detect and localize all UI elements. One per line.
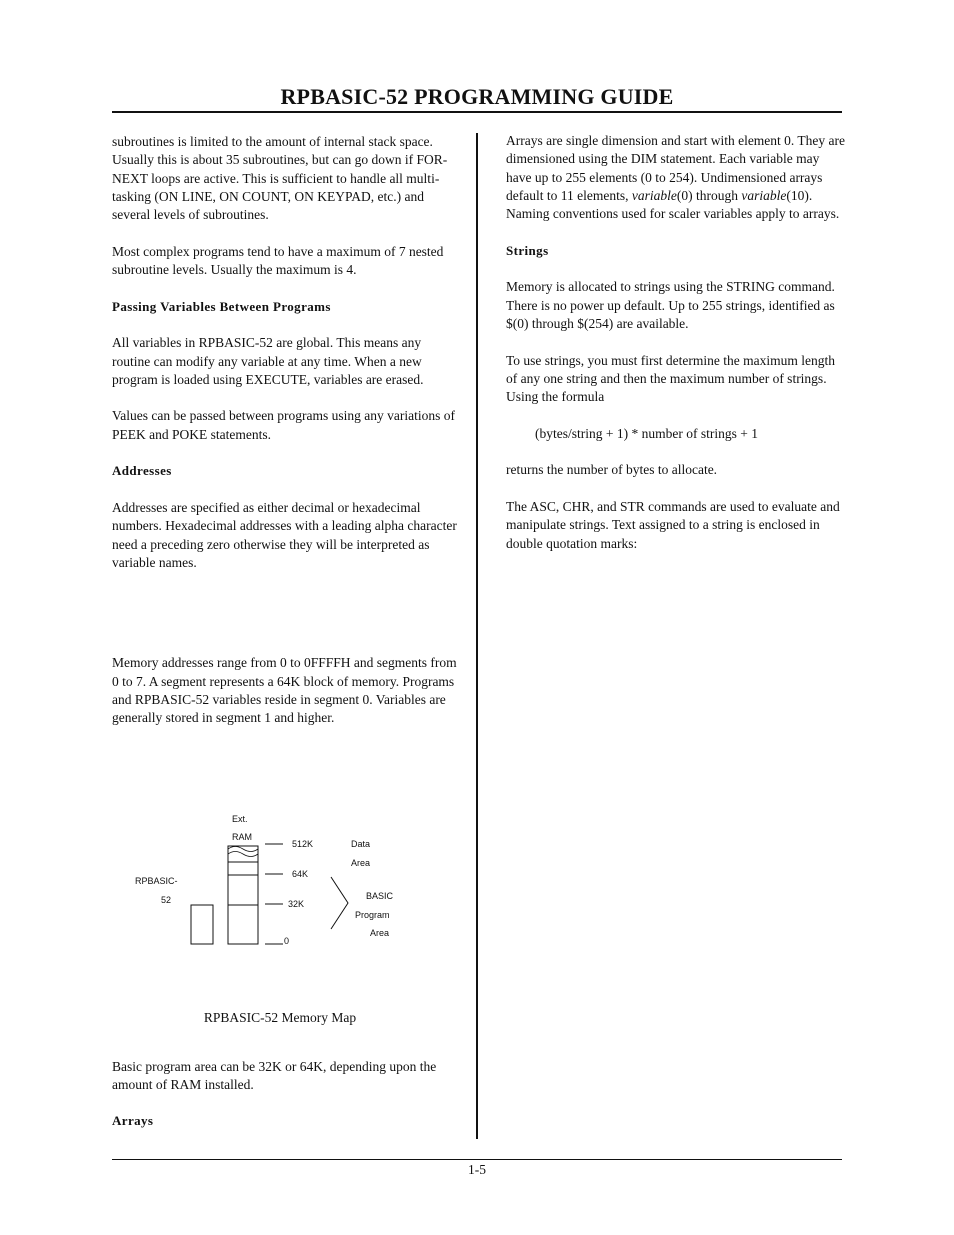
data-area-label: Data (351, 839, 371, 849)
program-label: Program (355, 910, 390, 920)
rpbasic-label: RPBASIC- (135, 876, 178, 886)
area-label: Area (370, 928, 390, 938)
paragraph-program-area: Basic program area can be 32K or 64K, depending upon the amount of RAM installed. (112, 1058, 437, 1092)
arrays-variable-1: variable (631, 187, 677, 203)
column-divider (476, 133, 478, 1139)
heading-arrays: Arrays (112, 1113, 154, 1129)
data-area-label-2: Area (351, 858, 371, 868)
ram-label: RAM (232, 832, 252, 842)
break-mark (228, 847, 258, 857)
arrays-text-a: Arrays are single dimension and start with element 0. They are dimensioned using the DIM statement. Each variable may have up to 255 elements (0 to 254). Undimensioned arrays default to 11 elements, (506, 133, 846, 203)
spacer-small (112, 1046, 462, 1058)
label-0: 0 (284, 936, 290, 946)
memory-map-caption: RPBASIC-52 Memory Map (203, 1010, 357, 1025)
page-title: RPBASIC-52 PROGRAMMING GUIDE (280, 84, 674, 109)
memory-map-diagram (112, 805, 452, 955)
paragraph-string-sizing: To use strings, you must first determine the maximum length of any one string and then the maximum number of strings. Using the formula (506, 352, 836, 405)
page-number: 1-5 (468, 1162, 486, 1177)
heading-strings: Strings (506, 242, 549, 258)
rpbasic-label-52: 52 (161, 895, 172, 905)
string-formula: (bytes/string + 1) * number of strings + 1 (535, 425, 758, 441)
paragraph-global-variables: All variables in RPBASIC-52 are global. This means any routine can modify any variable at any time. When a new program is loaded using EXECUTE, variables are erased. (112, 335, 424, 387)
ext-label: Ext. (232, 814, 248, 824)
paragraph-address-format: Addresses are specified as either decimal or hexadecimal numbers. Hexadecimal addresses with a leading alpha character need a preceding zero otherwise they will be interpreted as variable names. (112, 499, 457, 570)
paragraph-string-commands: The ASC, CHR, and STR commands are used to evaluate and manipulate strings. Text assigned to a string is enclosed in double quotation marks: (506, 498, 840, 551)
rpbasic-block (191, 905, 213, 944)
left-column (112, 133, 462, 746)
basic-label: BASIC (366, 891, 394, 901)
paragraph-bytes-result: returns the number of bytes to allocate. (506, 462, 718, 478)
arrays-variable-2: variable (741, 187, 787, 203)
paragraph-subroutines: subroutines is limited to the amount of internal stack space. Usually this is about 35 subroutines, but can go down if FOR-NEXT loops are active. This is sufficient to handle all multi-tasking (ON LINE, ON COUNT, ON KEYPAD, etc.) and several levels of subroutines. (112, 134, 448, 223)
spacer (112, 590, 462, 654)
label-64k: 64K (292, 869, 309, 879)
paragraph-string-allocation: Memory is allocated to strings using the STRING command. There is no power up default. Up to 255 strings, identified as $(0) through $(254) are available. (506, 279, 835, 331)
left-column-lower (112, 1009, 462, 1149)
label-32k: 32K (288, 899, 305, 909)
heading-passing-variables: Passing Variables Between Programs (112, 298, 331, 314)
paragraph-peek-poke: Values can be passed between programs using any variations of PEEK and POKE statements. (112, 408, 456, 442)
arrays-text-c: (10). Naming conventions used for scaler variables apply to arrays. (506, 187, 840, 222)
basic-area-bracket (331, 877, 348, 929)
heading-addresses: Addresses (112, 463, 172, 479)
ram-column (228, 846, 258, 944)
arrays-text-b: (0) through (676, 187, 742, 203)
label-512k: 512K (292, 839, 314, 849)
footer-rule (112, 1159, 842, 1160)
header-rule (112, 111, 842, 113)
right-column (506, 132, 846, 571)
paragraph-memory-segments: Memory addresses range from 0 to 0FFFFH and segments from 0 to 7. A segment represents a 64K block of memory. Programs and RPBASIC-52 variables reside in segment 0. Variables are generally stored in segment 1 and higher. (112, 655, 457, 726)
paragraph-nested-levels: Most complex programs tend to have a maximum of 7 nested subroutine levels. Usually the maximum is 4. (112, 243, 444, 278)
paragraph-arrays (506, 132, 846, 223)
